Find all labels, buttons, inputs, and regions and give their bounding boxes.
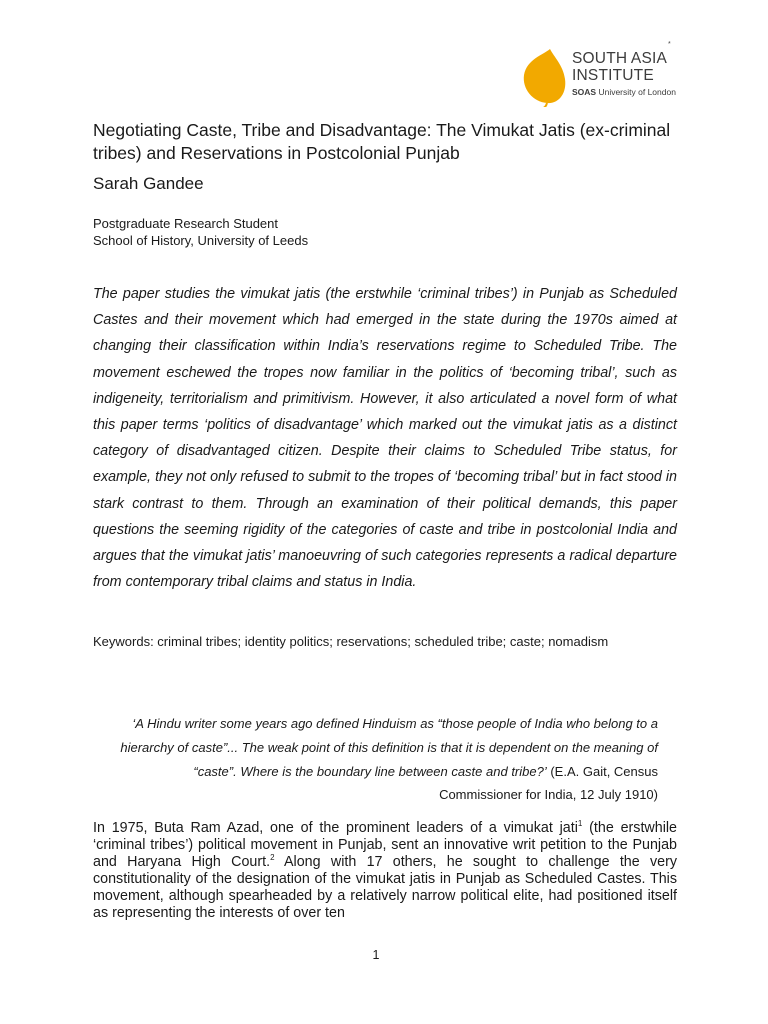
south-asia-institute-logo — [521, 41, 681, 114]
body-text-1: In 1975, Buta Ram Azad, one of the prominent leaders of a vimukat jati — [93, 820, 578, 836]
logo-line-soas — [572, 87, 676, 98]
epigraph-source: (E.A. Gait, Census Commissioner for India, 12 July 1910) — [439, 763, 658, 803]
affiliation-institution: School of History, University of Leeds — [93, 233, 309, 248]
footnote-ref-1[interactable]: 1 — [577, 819, 583, 828]
footnote-ref-2[interactable]: 2 — [270, 852, 275, 862]
logo-line-institute: INSTITUTE — [572, 67, 654, 84]
page-number: 1 — [372, 948, 380, 962]
logo-line-south-asia: SOUTH ASIA — [572, 50, 668, 67]
body-text-2: (the erstwhile ‘criminal tribes’) political movement in Punjab, sent an innovative writ petition to the Punjab and Haryana High Court. — [93, 820, 677, 870]
paper-title: Negotiating Caste, Tribe and Disadvantage: The Vimukat Jatis (ex-criminal tribes) and Reservations in Postcolonial Punjab — [93, 120, 671, 163]
author-name: Sarah Gandee — [93, 174, 204, 193]
body-paragraph — [93, 820, 677, 921]
epigraph-quote: ‘A Hindu writer some years ago defined Hinduism as “those people of India who belong to a hierarchy of caste”... The weak point of this definition is that it is dependent on the meaning of “caste”. Where is the boundary line between caste and tribe?’ — [120, 716, 658, 779]
logo-university: University of London — [596, 87, 676, 97]
affiliation-role: Postgraduate Research Student — [93, 216, 279, 231]
author-affiliation — [93, 215, 308, 249]
body-text-3: Along with 17 others, he sought to challenge the very constitutionality of the designation of the vimukat jatis in Punjab as Scheduled Castes. This movement, although spearheaded by a relatively narrow political elite, had positioned itself as representing the interests of over ten — [93, 853, 677, 921]
epigraph — [120, 712, 658, 807]
keywords: Keywords: criminal tribes; identity politics; reservations; scheduled tribe; caste; nomadism — [93, 634, 609, 649]
logo-mark: * — [668, 41, 671, 48]
logo-soas-bold: SOAS — [572, 87, 597, 97]
bodhi-leaf-icon — [521, 47, 567, 107]
abstract: The paper studies the vimukat jatis (the erstwhile ‘criminal tribes’) in Punjab as Scheduled Castes and their movement which had emerged in the state during the 1970s aimed at changing their classification within India’s reservations regime to Scheduled Tribe. The movement eschewed the tropes now familiar in the politics of ‘becoming tribal’, such as indigeneity, territorialism and primitivism. However, it also articulated a novel form of what this paper terms ‘politics of disadvantage’ which marked out the vimukat jatis as a distinct category of disadvantaged citizen. Despite their claims to Scheduled Tribe status, for example, they not only refused to submit to the tropes of ‘becoming tribal’ but in fact stood in stark contrast to them. Through an examination of their political demands, this paper questions the seeming rigidity of the categories of caste and tribe in postcolonial India and argues that the vimukat jatis’ manoeuvring of such categories represents a radical departure from contemporary tribal claims and status in India. — [93, 286, 677, 591]
